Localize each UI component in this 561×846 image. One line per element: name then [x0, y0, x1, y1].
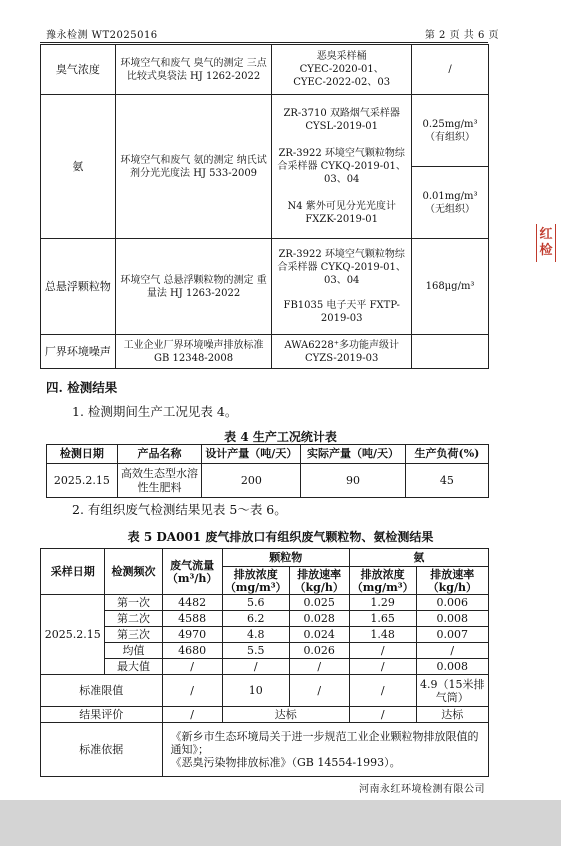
flow-cell: 4970 [162, 627, 222, 643]
eval-cell: / [162, 707, 222, 723]
section-title: 四. 检测结果 [46, 380, 118, 395]
nh3-rate-cell: 0.008 [416, 611, 488, 627]
pm-conc-cell: 6.2 [222, 611, 289, 627]
table-row [41, 95, 489, 167]
limit-cell: 10 [222, 675, 289, 707]
nh3-rate-cell: / [416, 643, 488, 659]
freq-cell: 第三次 [105, 627, 162, 643]
header-cell: 实际产量（吨/天） [301, 445, 406, 464]
header-cell: 排放浓度（mg/m³） [222, 567, 289, 595]
freq-cell: 第二次 [105, 611, 162, 627]
method-cell: 环境空气 总悬浮颗粒物的测定 重量法 HJ 1263-2022 [115, 239, 272, 335]
eval-cell: / [349, 707, 416, 723]
nh3-rate-cell: 0.008 [416, 659, 488, 675]
basis-cell: 《新乡市生态环境局关于进一步规范工业企业颗粒物排放限值的通知》； 《恶臭污染物排放标准》（GB 14554-1993）。 [162, 723, 488, 777]
table-caption: 表 4 生产工况统计表 [224, 430, 337, 444]
table-row [41, 595, 489, 611]
eval-cell: 达标 [416, 707, 488, 723]
limit-cell: / [289, 675, 349, 707]
table-row [41, 659, 489, 675]
nh3-conc-cell: 1.48 [349, 627, 416, 643]
date-cell: 2025.2.15 [47, 464, 118, 498]
pm-conc-cell: 5.5 [222, 643, 289, 659]
limit-cell: 168μg/m³ [412, 239, 489, 335]
equipment-cell: AWA6228⁺多功能声级计 CYZS-2019-03 [272, 335, 412, 369]
pm-rate-cell: 0.028 [289, 611, 349, 627]
freq-cell: 最大值 [105, 659, 162, 675]
header-cell: 产品名称 [117, 445, 202, 464]
table-row [41, 707, 489, 723]
limit-cell [412, 335, 489, 369]
header-row [41, 549, 489, 567]
pm-conc-cell: 4.8 [222, 627, 289, 643]
limit-label-cell: 标准限值 [41, 675, 163, 707]
flow-cell: 4482 [162, 595, 222, 611]
nh3-conc-cell: 1.65 [349, 611, 416, 627]
header-rule [40, 42, 488, 43]
table-row [41, 643, 489, 659]
pm-rate-cell: 0.026 [289, 643, 349, 659]
method-cell: 环境空气和废气 臭气的测定 三点比较式臭袋法 HJ 1262-2022 [115, 45, 272, 95]
freq-cell: 第一次 [105, 595, 162, 611]
header-cell: 设计产量（吨/天） [202, 445, 301, 464]
paragraph: 1. 检测期间生产工况见表 4。 [72, 404, 238, 419]
flow-cell: 4588 [162, 611, 222, 627]
header-cell: 排放速率（kg/h） [416, 567, 488, 595]
table-row [41, 45, 489, 95]
header-cell: 采样日期 [41, 549, 105, 595]
table-row [41, 627, 489, 643]
nh3-conc-cell: / [349, 643, 416, 659]
header-cell: 排放速率（kg/h） [289, 567, 349, 595]
emission-table [40, 548, 489, 777]
header-cell: 颗粒物 [222, 549, 349, 567]
report-number: 豫永检测 WT2025016 [46, 30, 158, 41]
header-cell: 生产负荷(%) [405, 445, 488, 464]
method-cell: 环境空气和废气 氨的测定 纳氏试剂分光光度法 HJ 533-2009 [115, 95, 272, 239]
header-row [47, 445, 489, 464]
freq-cell: 均值 [105, 643, 162, 659]
limit-cell: 4.9（15米排气筒） [416, 675, 488, 707]
method-table [40, 44, 489, 369]
eval-cell: 达标 [222, 707, 349, 723]
company-footer: 河南永红环境检测有限公司 [359, 784, 485, 795]
table-row [41, 611, 489, 627]
pm-rate-cell: / [289, 659, 349, 675]
limit-cell: 0.25mg/m³（有组织） [412, 95, 489, 167]
item-cell: 总悬浮颗粒物 [41, 239, 116, 335]
load-cell: 45 [405, 464, 488, 498]
nh3-rate-cell: 0.007 [416, 627, 488, 643]
flow-cell: / [162, 659, 222, 675]
equipment-cell: ZR-3922 环境空气颗粒物综合采样器 CYKQ-2019-01、03、04 FB1035 电子天平 FXTP-2019-03 [272, 239, 412, 335]
product-cell: 高效生态型水溶性生肥料 [117, 464, 202, 498]
page-number: 第 2 页 共 6 页 [424, 30, 499, 41]
actual-output-cell: 90 [301, 464, 406, 498]
eval-label-cell: 结果评价 [41, 707, 163, 723]
table-row [41, 675, 489, 707]
limit-cell: / [349, 675, 416, 707]
header-cell: 检测频次 [105, 549, 162, 595]
nh3-conc-cell: / [349, 659, 416, 675]
nh3-conc-cell: 1.29 [349, 595, 416, 611]
paragraph: 2. 有组织废气检测结果见表 5～表 6。 [72, 502, 287, 517]
item-cell: 厂界环境噪声 [41, 335, 116, 369]
production-table [46, 444, 489, 498]
equipment-cell: ZR-3710 双路烟气采样器 CYSL-2019-01 ZR-3922 环境空气颗粒物综合采样器 CYKQ-2019-01、03、04 N4 紫外可见分光光度计 FXZK-2019-01 [272, 95, 412, 239]
table-caption: 表 5 DA001 废气排放口有组织废气颗粒物、氨检测结果 [127, 530, 434, 544]
pm-rate-cell: 0.025 [289, 595, 349, 611]
date-cell: 2025.2.15 [41, 595, 105, 675]
limit-cell: / [412, 45, 489, 95]
method-cell: 工业企业厂界环境噪声排放标准 GB 12348-2008 [115, 335, 272, 369]
table-row [41, 239, 489, 335]
header-cell: 排放浓度（mg/m³） [349, 567, 416, 595]
flow-cell: 4680 [162, 643, 222, 659]
header-cell: 废气流量（m³/h） [162, 549, 222, 595]
pm-conc-cell: 5.6 [222, 595, 289, 611]
limit-cell: / [162, 675, 222, 707]
pm-rate-cell: 0.024 [289, 627, 349, 643]
nh3-rate-cell: 0.006 [416, 595, 488, 611]
table-row [41, 335, 489, 369]
header-cell: 氨 [349, 549, 488, 567]
item-cell: 氨 [41, 95, 116, 239]
header-cell: 检测日期 [47, 445, 118, 464]
basis-label-cell: 标准依据 [41, 723, 163, 777]
table-row [47, 464, 489, 498]
item-cell: 臭气浓度 [41, 45, 116, 95]
pm-conc-cell: / [222, 659, 289, 675]
equipment-cell: 恶臭采样桶 CYEC-2020-01、 CYEC-2022-02、03 [272, 45, 412, 95]
design-output-cell: 200 [202, 464, 301, 498]
limit-cell: 0.01mg/m³（无组织） [412, 167, 489, 239]
seal-stamp: 红 检 [536, 224, 556, 262]
table-row [41, 723, 489, 777]
page-background [0, 800, 561, 846]
